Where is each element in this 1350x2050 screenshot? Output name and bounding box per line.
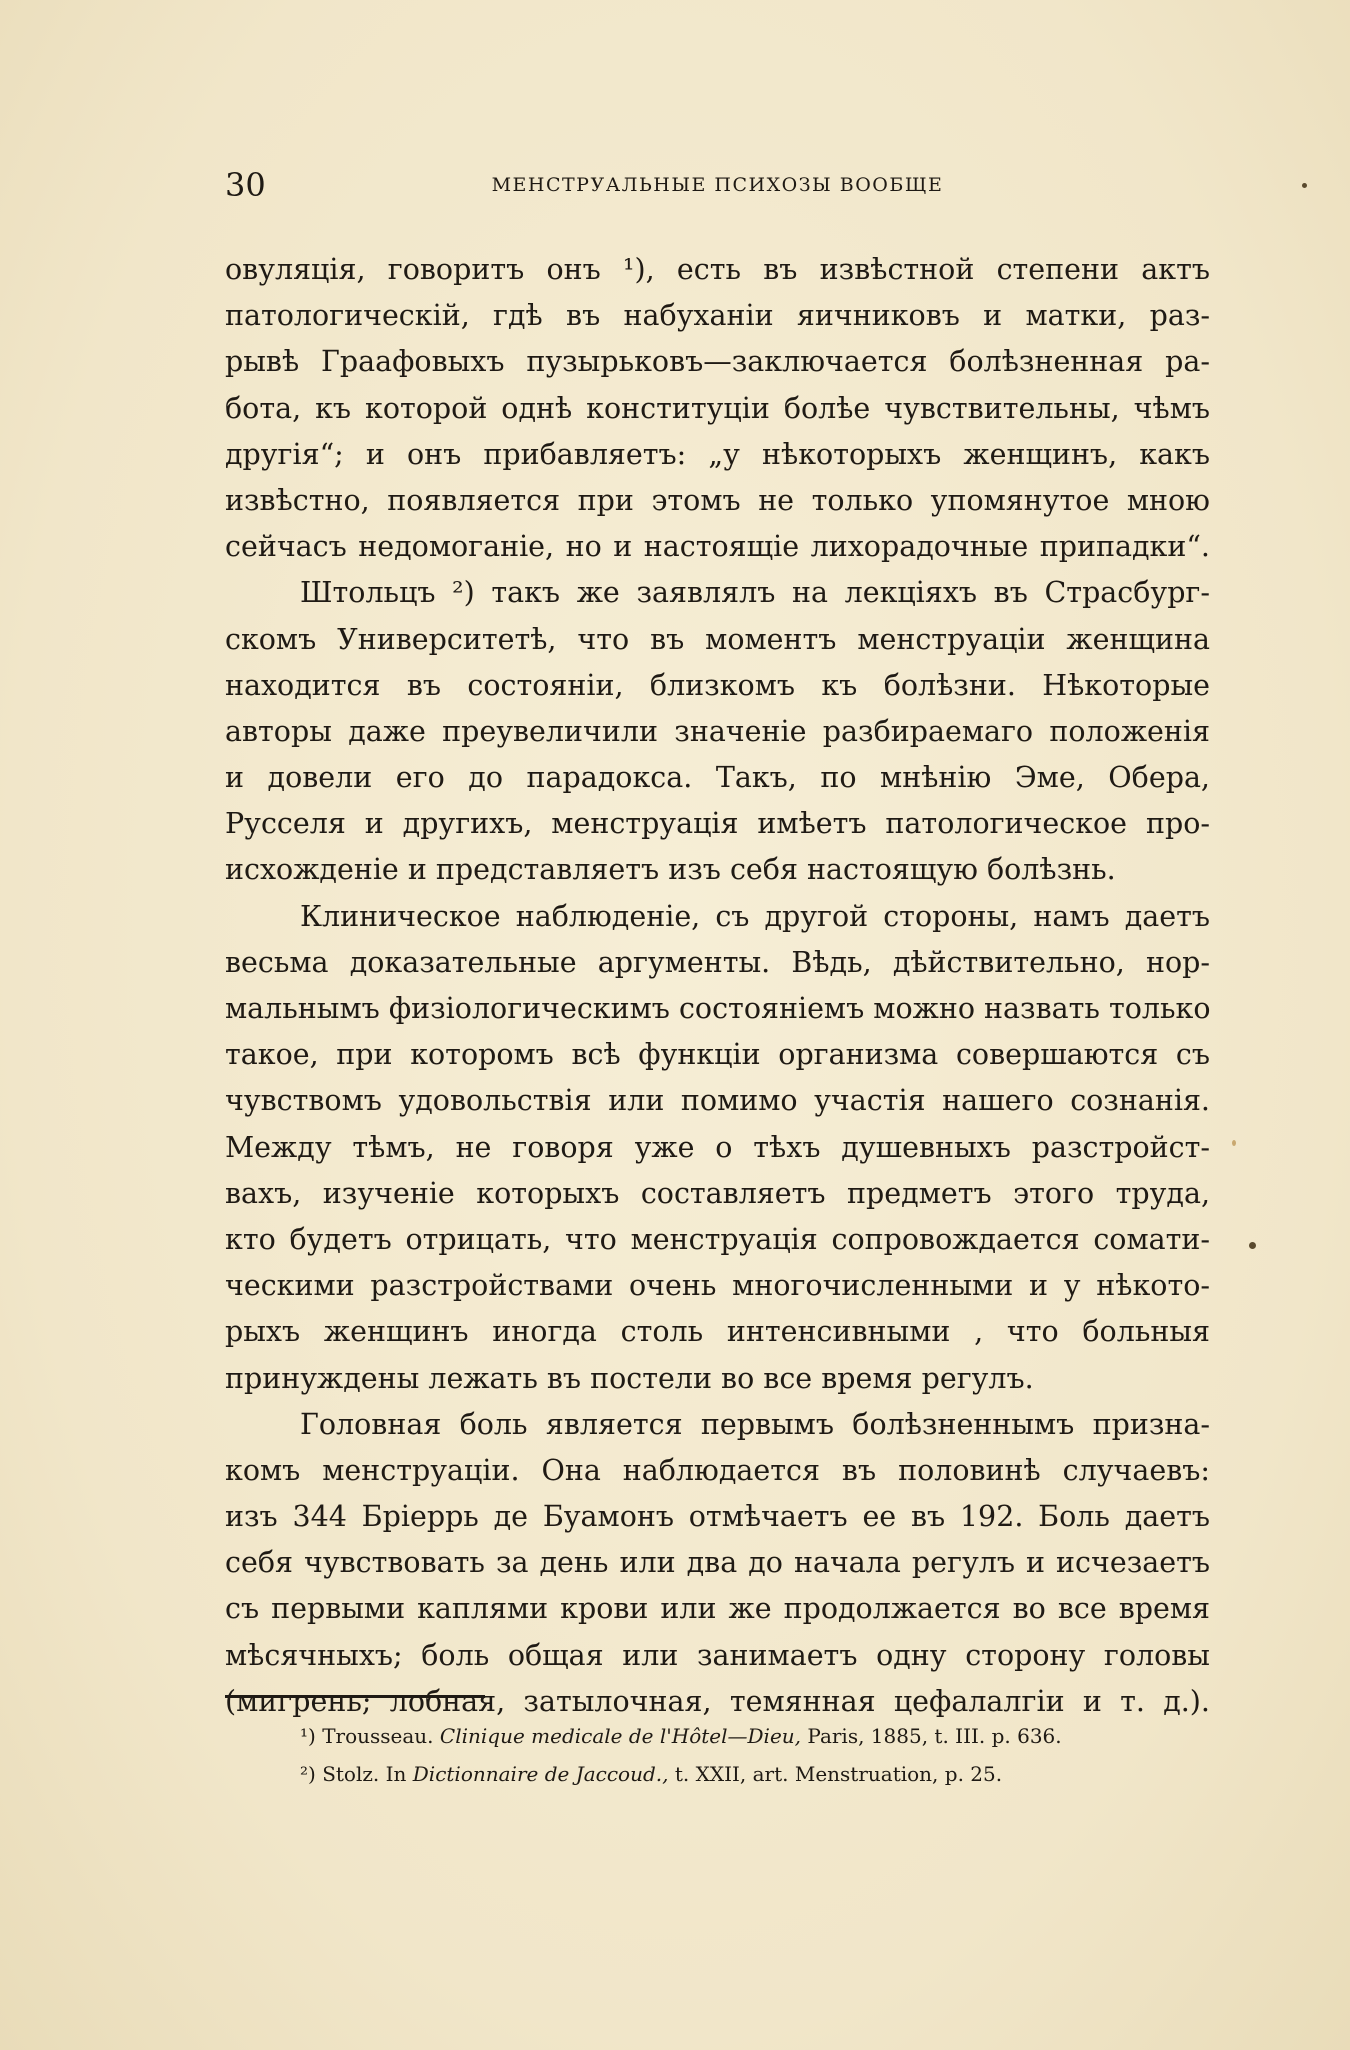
ink-speck bbox=[1249, 1242, 1256, 1249]
footnote-citation: Paris, 1885, t. III. p. 636. bbox=[807, 1724, 1062, 1748]
text-line: рывѣ Граафовыхъ пузырьковъ—заключается болѣзненная ра- bbox=[225, 345, 1210, 379]
text-line: другія“; и онъ прибавляетъ: „у нѣкоторыхъ женщинъ, какъ bbox=[225, 437, 1210, 471]
text-line: мѣсячныхъ; боль общая или занимаетъ одну сторону головы bbox=[225, 1638, 1210, 1672]
text-line: бота, къ которой однѣ конституціи болѣе чувствительны, чѣмъ bbox=[225, 391, 1210, 425]
text-line: кто будетъ отрицать, что менструація сопровождается сомати- bbox=[225, 1222, 1210, 1256]
text-line: исхожденіе и представляетъ изъ себя настоящую болѣзнь. bbox=[225, 853, 1116, 887]
text-line: Между тѣмъ, не говоря уже о тѣхъ душевныхъ разстройст- bbox=[225, 1130, 1210, 1164]
text-line: вахъ, изученіе которыхъ составляетъ предметъ этого труда, bbox=[225, 1176, 1210, 1210]
footnote-author: Trousseau. bbox=[322, 1724, 434, 1748]
text-line: себя чувствовать за день или два до начала регулъ и исчезаетъ bbox=[225, 1546, 1210, 1580]
footnote-marker: ¹) bbox=[300, 1724, 316, 1748]
footnote-2 bbox=[300, 1755, 1210, 1793]
text-line: комъ менструаціи. Она наблюдается въ половинѣ случаевъ: bbox=[225, 1453, 1210, 1487]
text-line: мальнымъ физіологическимъ состояніемъ можно назвать только bbox=[225, 992, 1210, 1025]
text-line: и довели его до парадокса. Такъ, по мнѣнію Эме, Обера, bbox=[225, 761, 1210, 795]
text-line: патологическій, гдѣ въ набуханіи яичниковъ и матки, раз- bbox=[225, 299, 1210, 333]
text-line: сейчасъ недомоганіе, но и настоящіе лихорадочные припадки“. bbox=[225, 530, 1210, 564]
ink-speck bbox=[1302, 183, 1307, 188]
text-line: Головная боль является первымъ болѣзненнымъ призна- bbox=[300, 1407, 1210, 1441]
text-line: Штольцъ ²) такъ же заявлялъ на лекціяхъ въ Страсбург- bbox=[300, 576, 1210, 610]
text-line: Русселя и другихъ, менструація имѣетъ патологическое про- bbox=[225, 807, 1210, 841]
text-line: чувствомъ удовольствія или помимо участія нашего сознанія. bbox=[225, 1084, 1210, 1118]
page-number: 30 bbox=[225, 166, 266, 204]
ink-speck bbox=[1232, 1140, 1236, 1146]
text-line: извѣстно, появляется при этомъ не только упомянутое мною bbox=[225, 483, 1210, 517]
footnote-title: Dictionnaire de Jaccoud., bbox=[412, 1762, 669, 1786]
text-line: весьма доказательные аргументы. Вѣдь, дѣйствительно, нор- bbox=[225, 945, 1210, 979]
text-line: (мигрень; лобная, затылочная, темянная цефалалгіи и т. д.). bbox=[225, 1684, 1210, 1718]
running-head: МЕНСТРУАЛЬНЫЕ ПСИХОЗЫ ВООБЩЕ bbox=[491, 174, 944, 196]
footnote-author: Stolz. In bbox=[322, 1762, 407, 1786]
text-line: скомъ Университетѣ, что въ моментъ менструаціи женщина bbox=[225, 622, 1210, 656]
page-header bbox=[225, 165, 1210, 205]
footnote-title: Clinique medicale de l'Hôtel—Dieu, bbox=[439, 1724, 802, 1748]
text-line: съ первыми каплями крови или же продолжается во все время bbox=[225, 1592, 1210, 1626]
footnote-divider bbox=[225, 1695, 485, 1698]
text-line: авторы даже преувеличили значеніе разбираемаго положенія bbox=[225, 714, 1210, 748]
text-line: рыхъ женщинъ иногда столь интенсивными , что больныя bbox=[225, 1315, 1210, 1349]
main-text bbox=[225, 247, 1210, 1725]
footnotes bbox=[300, 1717, 1210, 1793]
footnote-citation: t. XXII, art. Menstruation, p. 25. bbox=[674, 1762, 1003, 1786]
text-line: ческими разстройствами очень многочисленными и у нѣкото- bbox=[225, 1269, 1210, 1303]
text-line: принуждены лежать въ постели во все время регулъ. bbox=[225, 1361, 1034, 1395]
footnote-marker: ²) bbox=[300, 1762, 316, 1786]
text-line: изъ 344 Бріеррь де Буамонъ отмѣчаетъ ее въ 192. Боль даетъ bbox=[225, 1500, 1210, 1534]
footnote-1 bbox=[300, 1717, 1210, 1755]
text-line: находится въ состояніи, близкомъ къ болѣзни. Нѣкоторые bbox=[225, 668, 1210, 702]
text-line: овуляція, говоритъ онъ ¹), есть въ извѣстной степени актъ bbox=[225, 253, 1210, 286]
text-line: такое, при которомъ всѣ функціи организма совершаются съ bbox=[225, 1038, 1210, 1072]
text-line: Клиническое наблюденіе, съ другой стороны, намъ даетъ bbox=[300, 899, 1210, 933]
